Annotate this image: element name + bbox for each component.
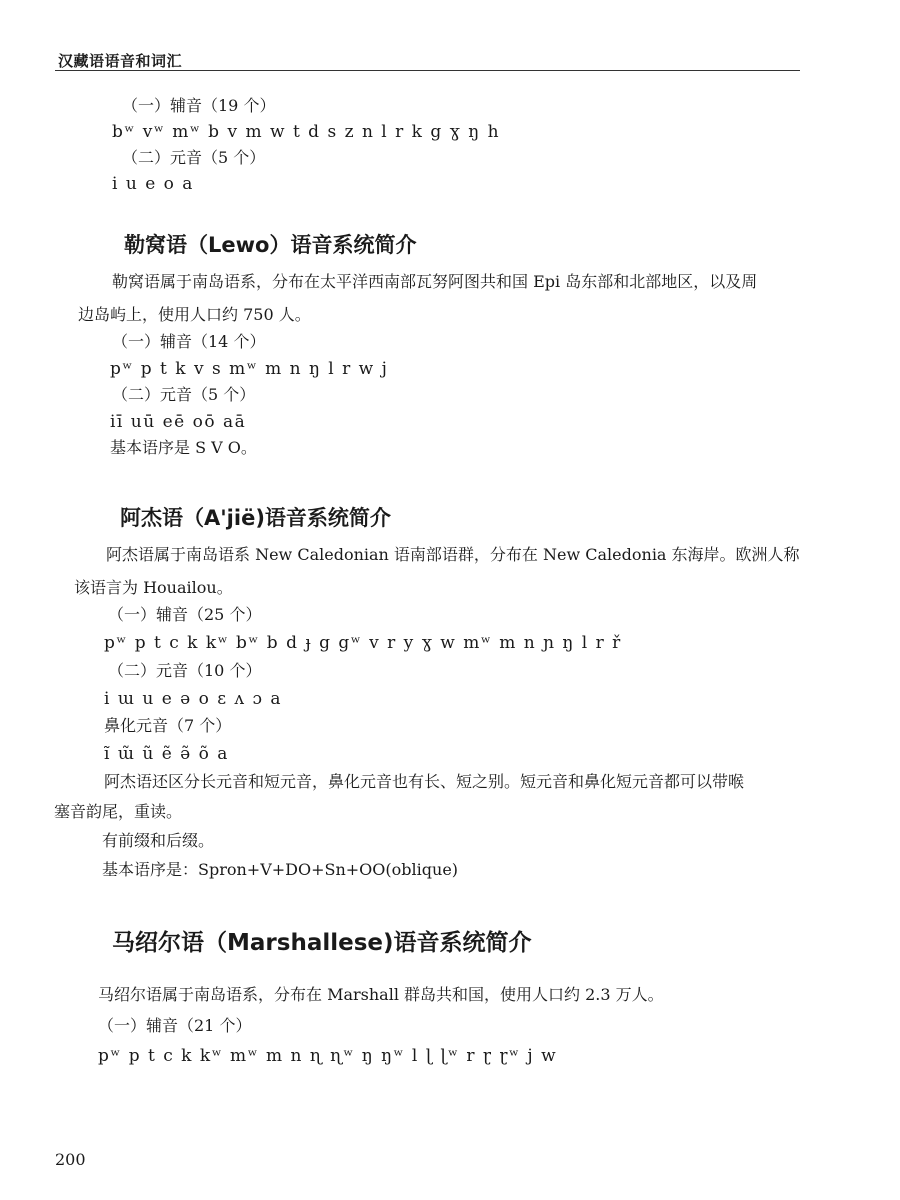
- lewo-word-order: 基本语序是 S V O。: [110, 438, 257, 457]
- consonants-label: （一）辅音（19 个）: [122, 96, 276, 115]
- marshallese-consonant-inventory: pʷ p t c k kʷ mʷ m n ɳ ɳʷ ŋ ŋʷ l ɭ ɭʷ r ɽ ɽʷ j w: [98, 1046, 558, 1066]
- consonant-inventory: bʷ vʷ mʷ b v m w t d s z n l r k g ɣ ŋ h: [112, 122, 501, 142]
- ajie-vowels-label: （二）元音（10 个）: [108, 661, 262, 680]
- ajie-vowel-inventory: i ɯ u e ə o ɛ ʌ ɔ a: [104, 689, 283, 709]
- ajie-nasal-vowels-label: 鼻化元音（7 个）: [104, 716, 232, 735]
- section-title-ajie: 阿杰语（A'jië)语音系统简介: [120, 506, 391, 530]
- marshallese-consonants-label: （一）辅音（21 个）: [98, 1016, 252, 1035]
- marshallese-paragraph: 马绍尔语属于南岛语系，分布在 Marshall 群岛共和国，使用人口约 2.3 万人。: [98, 985, 664, 1004]
- vowels-label: （二）元音（5 个）: [122, 148, 266, 167]
- lewo-paragraph-line-2: 边岛屿上，使用人口约 750 人。: [78, 305, 311, 324]
- ajie-word-order: 基本语序是：Spron+V+DO+Sn+OO(oblique): [102, 860, 459, 879]
- lewo-vowel-inventory: iī uū eē oō aā: [110, 412, 247, 432]
- page-number: 200: [55, 1150, 86, 1169]
- running-head: 汉藏语语音和词汇: [58, 52, 183, 70]
- section-title-lewo: 勒窝语（Lewo）语音系统简介: [124, 233, 417, 257]
- ajie-note-line-1: 阿杰语还区分长元音和短元音，鼻化元音也有长、短之别。短元音和鼻化短元音都可以带喉: [104, 772, 745, 791]
- ajie-paragraph-line-2: 该语言为 Houailou。: [74, 578, 233, 597]
- ajie-consonants-label: （一）辅音（25 个）: [108, 605, 262, 624]
- vowel-inventory: i u e o a: [112, 174, 194, 194]
- lewo-paragraph-line-1: 勒窝语属于南岛语系，分布在太平洋西南部瓦努阿图共和国 Epi 岛东部和北部地区，以及周: [112, 272, 758, 291]
- lewo-consonants-label: （一）辅音（14 个）: [112, 332, 266, 351]
- ajie-paragraph-line-1: 阿杰语属于南岛语系 New Caledonian 语南部语群，分布在 New Caledonia 东海岸。欧洲人称: [106, 545, 800, 564]
- section-title-marshallese: 马绍尔语（Marshallese)语音系统简介: [112, 930, 532, 956]
- ajie-note-line-2: 塞音韵尾，重读。: [54, 802, 183, 821]
- ajie-affix-note: 有前缀和后缀。: [102, 831, 215, 850]
- ajie-consonant-inventory: pʷ p t c k kʷ bʷ b d ɟ g gʷ v r y ɣ w mʷ m n ɲ ŋ l r ř: [104, 633, 622, 653]
- ajie-nasal-vowel-inventory: ĩ ɯ̃ ũ ẽ ə̃ õ a: [104, 744, 229, 764]
- lewo-vowels-label: （二）元音（5 个）: [112, 385, 256, 404]
- lewo-consonant-inventory: pʷ p t k v s mʷ m n ŋ l r w j: [110, 359, 389, 379]
- header-rule: [55, 70, 800, 71]
